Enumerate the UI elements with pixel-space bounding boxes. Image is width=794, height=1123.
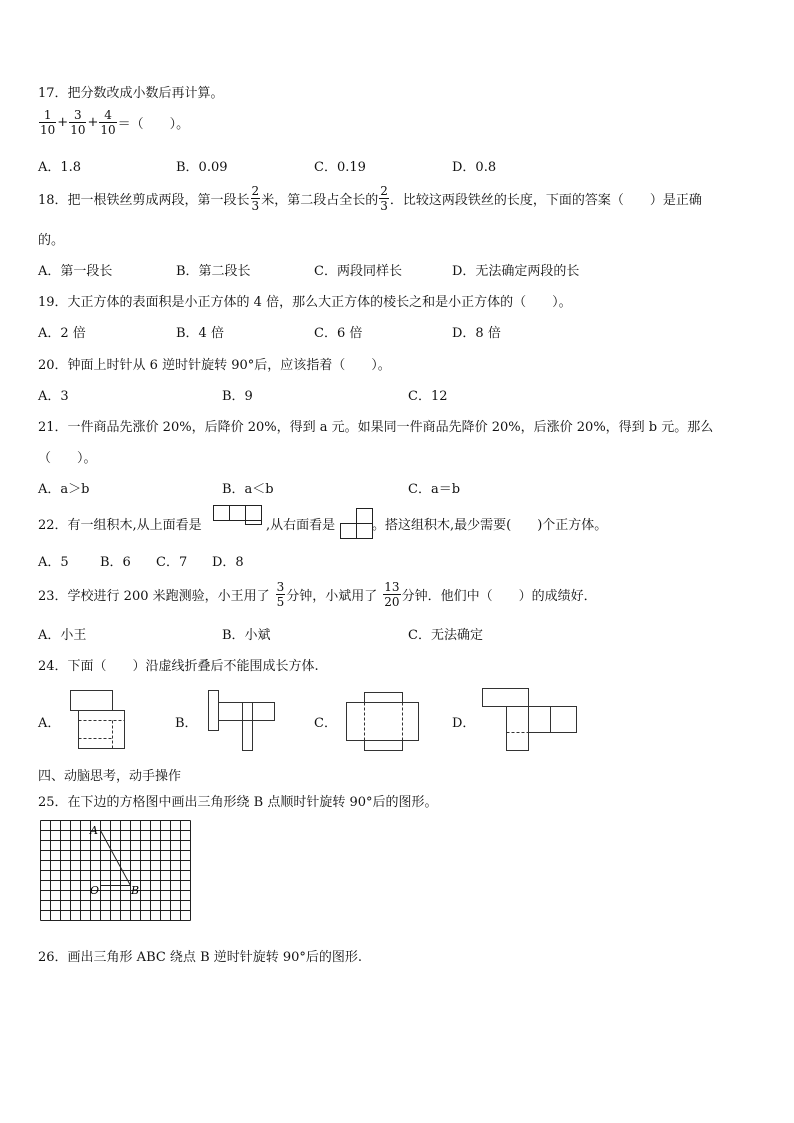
q23-option-c[interactable]: C．无法确定: [408, 628, 483, 643]
q19-option-b[interactable]: B．4 倍: [176, 326, 224, 341]
q24-option-a[interactable]: A．: [38, 716, 61, 731]
q23-part1: 23．学校进行 200 米跑测验，小王用了: [38, 589, 270, 604]
q19-option-c[interactable]: C．6 倍: [314, 326, 363, 341]
q22-top-view-figure: [213, 505, 263, 525]
q18-option-a[interactable]: A．第一段长: [38, 264, 113, 279]
section-4-title: 四、动脑思考，动手操作: [38, 769, 182, 784]
q18-part2: 米，第二段占全长的: [261, 193, 379, 208]
q17-expression: [38, 108, 189, 137]
q20-option-c[interactable]: C．12: [408, 389, 448, 404]
q17-option-b[interactable]: B．0.09: [176, 160, 228, 175]
q23-option-b[interactable]: B．小斌: [222, 628, 271, 643]
q17-tail: ＝（ ）。: [117, 117, 190, 132]
q20-option-b[interactable]: B．9: [222, 389, 253, 404]
q23-part2: 分钟，小斌用了: [286, 589, 378, 604]
q17-fraction-2: $\frac{3}{10}$: [70, 108, 86, 137]
q24-stem: 24．下面（ ）沿虚线折叠后不能围成长方体.: [38, 659, 319, 674]
q20-option-a[interactable]: A．3: [38, 389, 69, 404]
q24-net-d: [482, 688, 578, 752]
q25-stem: 25．在下边的方格图中画出三角形绕 B 点顺时针旋转 90°后的图形。: [38, 795, 438, 810]
q22-part3: 。搭这组积木,最少需要( )个正方体。: [372, 518, 608, 533]
q22-part1: 22．有一组积木,从上面看是: [38, 518, 202, 533]
q22-part2: ,从右面看是: [266, 518, 336, 533]
q24-option-d[interactable]: D．: [452, 716, 476, 731]
q23-option-a[interactable]: A．小王: [38, 628, 87, 643]
q20-stem: 20．钟面上时针从 6 逆时针旋转 90°后，应该指着（ ）。: [38, 358, 391, 373]
q17-fraction-3: $\frac{4}{10}$: [100, 108, 116, 137]
q24-net-a: [70, 690, 126, 750]
q21-option-c[interactable]: C．a＝b: [408, 482, 461, 497]
q19-stem: 19．大正方体的表面积是小正方体的 4 倍，那么大正方体的棱长之和是小正方体的（ ）。: [38, 295, 572, 310]
q21-line1: 21．一件商品先涨价 20%，后降价 20%，得到 a 元。如果同一件商品先降价 20%，后涨价 20%，得到 b 元。那么: [38, 420, 714, 435]
q18-stem: [38, 184, 702, 213]
q21-option-b[interactable]: B．a＜b: [222, 482, 274, 497]
q22-option-c[interactable]: C．7: [156, 555, 188, 570]
q18-part1: 18．把一根铁丝剪成两段，第一段长: [38, 193, 250, 208]
q26-stem: 26．画出三角形 ABC 绕点 B 逆时针旋转 90°后的图形.: [38, 950, 363, 965]
q17-plus-2: +: [87, 115, 99, 130]
q24-option-b[interactable]: B．: [175, 716, 198, 731]
q18-option-b[interactable]: B．第二段长: [176, 264, 251, 279]
q18-option-d[interactable]: D．无法确定两段的长: [452, 264, 580, 279]
q22-option-d[interactable]: D．8: [212, 555, 244, 570]
q24-net-c: [346, 692, 420, 752]
q23-part3: 分钟．他们中（ ）的成绩好．: [401, 589, 597, 604]
q18-fraction-1: $\frac{2}{3}$: [251, 184, 260, 213]
q24-net-b: [208, 690, 276, 752]
q23-fraction-1: $\frac{3}{5}$: [276, 580, 285, 609]
q22-right-view-figure: [340, 508, 374, 540]
q17-option-c[interactable]: C．0.19: [314, 160, 366, 175]
q23-stem: [38, 580, 597, 609]
q17-plus-1: +: [57, 115, 69, 130]
q19-option-d[interactable]: D．8 倍: [452, 326, 501, 341]
q25-grid-figure: [40, 820, 194, 930]
q22-option-a[interactable]: A．5: [38, 555, 69, 570]
q22-option-b[interactable]: B．6: [100, 555, 131, 570]
point-a-label: A: [90, 824, 98, 837]
q18-part3: ．比较这两段铁丝的长度，下面的答案（ ）是正确: [389, 193, 702, 208]
q21-line2: （ ）。: [38, 451, 97, 466]
q18-option-c[interactable]: C．两段同样长: [314, 264, 402, 279]
q17-fraction-1: $\frac{1}{10}$: [40, 108, 56, 137]
q21-option-a[interactable]: A．a＞b: [38, 482, 90, 497]
q19-option-a[interactable]: A．2 倍: [38, 326, 86, 341]
q17-stem: 17．把分数改成小数后再计算。: [38, 86, 224, 101]
point-b-label: B: [131, 884, 140, 897]
point-o-label: O: [90, 884, 100, 897]
q18-fraction-2: $\frac{2}{3}$: [380, 184, 388, 213]
q17-option-d[interactable]: D．0.8: [452, 160, 497, 175]
q23-fraction-2: $\frac{13}{20}$: [384, 580, 400, 609]
q24-option-c[interactable]: C．: [314, 716, 337, 731]
q18-line2: 的。: [38, 233, 65, 248]
q17-option-a[interactable]: A．1.8: [38, 160, 82, 175]
